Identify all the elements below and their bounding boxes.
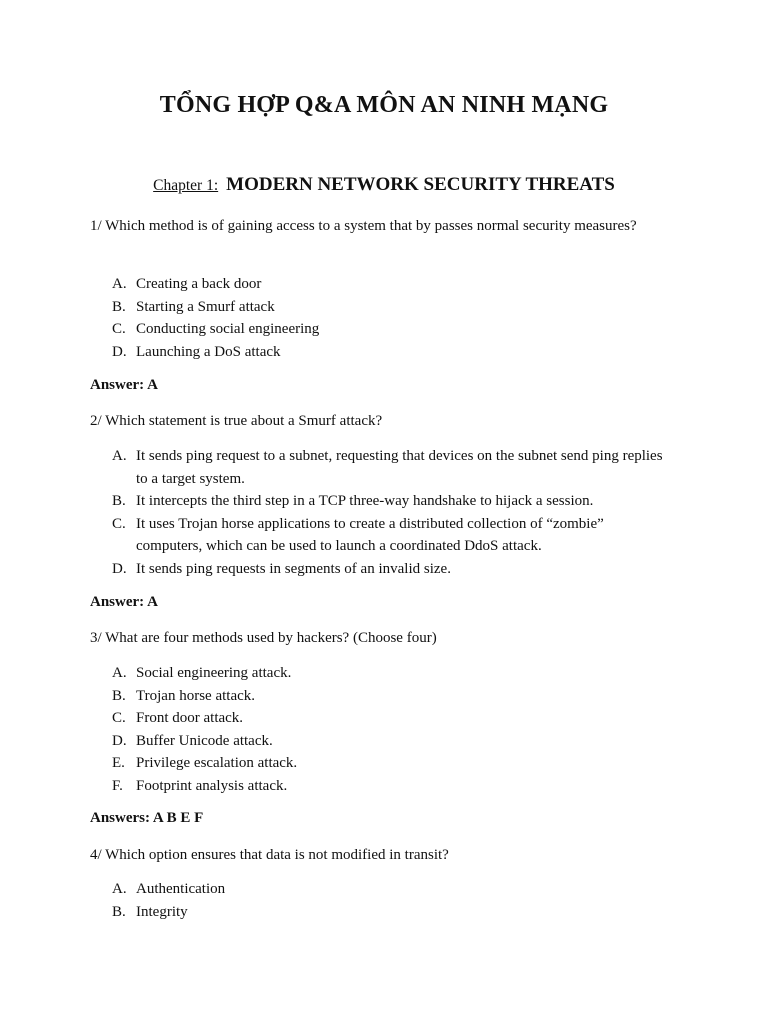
option-text: Privilege escalation attack. [136,755,298,771]
question-1-options [112,273,672,363]
question-2-answer: Answer: A [90,594,158,610]
option-letter: C. [112,321,126,337]
option-letter: E. [112,755,125,771]
option-item [112,730,672,753]
option-letter: A. [112,881,127,897]
option-letter: C. [112,710,126,726]
option-letter: C. [112,515,126,532]
option-text: Buffer Unicode attack. [136,732,273,749]
option-text: It uses Trojan horse applications to create a distributed collection of “zombie” computers, which can be used to launch a coordinated DdoS attack. [136,515,604,554]
question-2-text: 2/ Which statement is true about a Smurf attack? [90,413,383,429]
question-3-text: 3/ What are four methods used by hackers? (Choose four) [90,630,437,646]
option-text: Front door attack. [136,710,244,726]
option-item [112,662,672,685]
option-letter: B. [112,493,126,509]
option-text: Footprint analysis attack. [136,777,288,794]
option-item [112,878,672,901]
question-4-options [112,878,672,923]
option-item [112,707,672,730]
option-letter: A. [112,448,127,464]
option-text: Launching a DoS attack [136,343,281,360]
chapter-heading [0,174,768,196]
option-text: Starting a Smurf attack [136,298,275,315]
option-item [112,273,672,296]
option-item [112,775,672,798]
option-letter: A. [112,276,127,292]
option-letter: D. [112,343,127,360]
option-letter: D. [112,560,127,577]
option-text: It intercepts the third step in a TCP three-way handshake to hijack a session. [136,493,594,509]
chapter-label: Chapter 1: [153,177,219,194]
option-letter: A. [112,665,127,681]
option-text: It sends ping request to a subnet, requesting that devices on the subnet send ping replies to a target system. [136,448,663,487]
option-item [112,445,672,490]
option-text: Trojan horse attack. [136,687,256,704]
option-text: Integrity [136,903,188,920]
question-1-text: 1/ Which method is of gaining access to a system that by passes normal security measures? [90,218,637,234]
option-text: Social engineering attack. [136,665,292,681]
option-item [112,901,672,924]
option-letter: D. [112,732,127,749]
option-letter: B. [112,298,126,315]
question-3-answer: Answers: A B E F [90,810,204,826]
option-letter: B. [112,903,126,920]
option-item [112,558,672,581]
option-item [112,490,672,513]
question-3-options [112,662,672,797]
option-item [112,296,672,319]
option-text: Creating a back door [136,276,262,292]
option-item [112,318,672,341]
question-4-text: 4/ Which option ensures that data is not modified in transit? [90,847,449,863]
option-item [112,685,672,708]
chapter-title: MODERN NETWORK SECURITY THREATS [226,174,615,195]
question-2-options [112,445,672,580]
option-item [112,513,672,558]
option-text: Conducting social engineering [136,321,320,337]
option-item [112,752,672,775]
question-1-answer: Answer: A [90,377,158,393]
page-title: TỔNG HỢP Q&A MÔN AN NINH MẠNG [159,92,609,118]
option-letter: F. [112,777,123,794]
option-text: It sends ping requests in segments of an invalid size. [136,560,451,577]
option-item [112,341,672,364]
option-letter: B. [112,687,126,704]
option-text: Authentication [136,881,226,897]
